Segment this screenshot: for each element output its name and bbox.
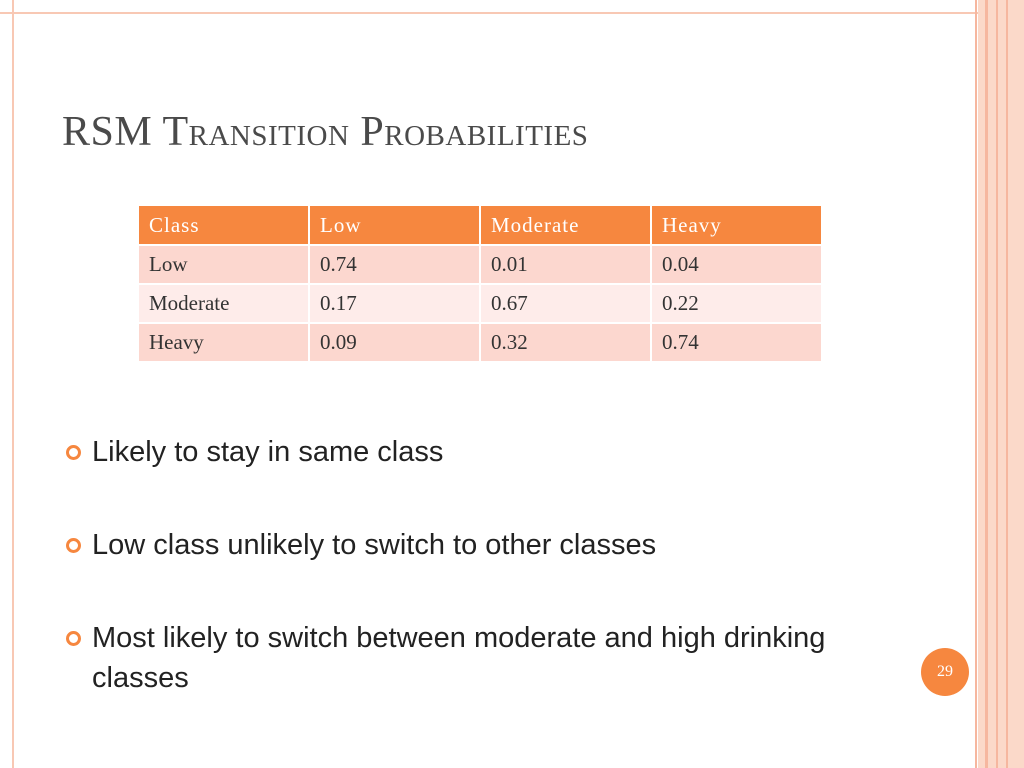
bullet-item: [62, 432, 862, 472]
transition-probability-table: [137, 204, 823, 363]
column-header-class: Class: [138, 205, 309, 245]
table-cell: 0.09: [309, 323, 480, 362]
bullet-ring-icon: [66, 445, 81, 460]
right-decor-stripe: [1006, 0, 1008, 768]
table-cell: Low: [138, 245, 309, 284]
right-decor-stripe: [985, 0, 988, 768]
table-row: [138, 284, 822, 323]
slide-title: [62, 108, 588, 156]
table-cell: 0.67: [480, 284, 651, 323]
table-row: [138, 245, 822, 284]
frame-line-left: [12, 0, 14, 768]
title-part: P: [349, 109, 385, 155]
table-cell: 0.17: [309, 284, 480, 323]
page-number-badge: 29: [921, 648, 969, 696]
bullet-ring-icon: [66, 631, 81, 646]
table-cell: 0.01: [480, 245, 651, 284]
table-cell: 0.22: [651, 284, 822, 323]
bullet-ring-icon: [66, 538, 81, 553]
bullet-text: Most likely to switch between moderate and high drinking classes: [92, 622, 826, 694]
bullet-item: [62, 525, 862, 565]
right-decor-stripe: [996, 0, 998, 768]
table-row: [138, 323, 822, 362]
table-header-row: [138, 205, 822, 245]
frame-line-top: [0, 12, 1024, 14]
table-cell: 0.32: [480, 323, 651, 362]
table-cell: 0.74: [309, 245, 480, 284]
table-cell: 0.74: [651, 323, 822, 362]
column-header-heavy: Heavy: [651, 205, 822, 245]
title-part: robabilities: [384, 109, 589, 155]
bullet-item: [62, 618, 862, 698]
column-header-low: Low: [309, 205, 480, 245]
table-cell: Heavy: [138, 323, 309, 362]
title-part: RSM T: [62, 109, 189, 155]
bullet-list: [62, 432, 862, 698]
table-cell: 0.04: [651, 245, 822, 284]
frame-line-right: [975, 0, 977, 768]
column-header-moderate: Moderate: [480, 205, 651, 245]
bullet-text: Likely to stay in same class: [92, 436, 444, 468]
title-part: ransition: [188, 109, 350, 155]
table-cell: Moderate: [138, 284, 309, 323]
bullet-text: Low class unlikely to switch to other classes: [92, 529, 657, 561]
